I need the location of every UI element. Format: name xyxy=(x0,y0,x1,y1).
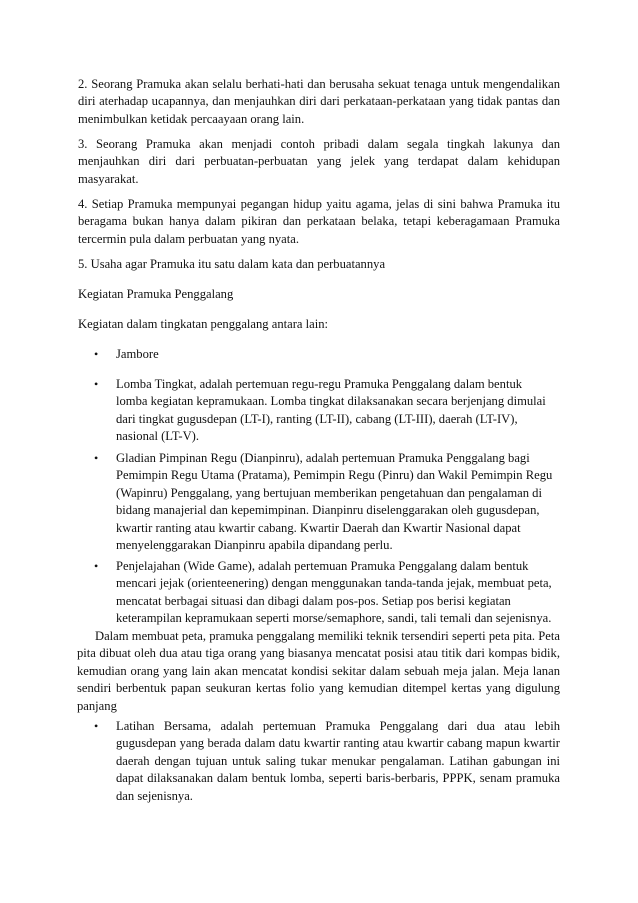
bullet-icon: • xyxy=(94,559,99,573)
bullet-icon: • xyxy=(94,719,99,733)
list-item-text: Jambore xyxy=(116,347,159,361)
list-item-text: Gladian Pimpinan Regu (Dianpinru), adalah pertemuan Pramuka Penggalang bagi Pemimpin Regu Utama (Pratama), Pemimpin Regu (Pinru) dan Wakil Pemimpin Regu (Wapinru) Penggalang, yang bertujuan memberikan pengetahuan dan pengalaman di bidang manajerial dan kepemimpinan. Dianpinru diselenggarakan oleh gugusdepan, kwartir ranting atau kwartir cabang. Kwartir Daerah dan Kwartir Nasional dapat menyelenggarakan Dianpinru apabila dipandang perlu. xyxy=(116,451,553,553)
bullet-icon: • xyxy=(94,347,99,361)
paragraph-peta-pita: Dalam membuat peta, pramuka penggalang memiliki teknik tersendiri seperti peta pita. Peta pita dibuat oleh dua atau tiga orang yang biasanya mencatat posisi atau titik dari kompas bidik, kemudian orang yang lain akan mencatat kondisi sekitar dalam sebuah meja jalan. Meja lanan sendiri berbentuk papan seukuran kertas folio yang kemudian ditempel kertas yang digulung panjang xyxy=(77,629,560,713)
bullet-icon: • xyxy=(94,377,99,391)
paragraph-point-2: 2. Seorang Pramuka akan selalu berhati-hati dan berusaha sekuat tenaga untuk mengendalikan diri aterhadap ucapannya, dan menjauhkan diri dari perkataan-perkataan yang tidak pantas dan menimbulkan ketidak percaayaan orang lain. xyxy=(78,77,560,126)
list-item-text: Penjelajahan (Wide Game), adalah pertemuan Pramuka Penggalang dalam bentuk mencari jejak (orienteenering) dengan menggunakan tanda-tanda jejak, membuat peta, mencatat berbagai situasi dan dibagi dalam pos-pos. Setiap pos berisi kegiatan keterampilan kepramukaan seperti morse/semaphore, sandi, tali temali dan sejenisnya. xyxy=(116,559,552,626)
list-item-text: Lomba Tingkat, adalah pertemuan regu-regu Pramuka Penggalang dalam bentuk lomba kegiatan kepramukaan. Lomba tingkat dilaksanakan secara berjenjang dimulai dari tingkat gugusdepan (LT-I), ranting (LT-II), cabang (LT-III), daerah (LT-IV), nasional (LT-V). xyxy=(116,377,546,444)
section-intro: Kegiatan dalam tingkatan penggalang antara lain: xyxy=(78,317,329,331)
list-item-text: Latihan Bersama, adalah pertemuan Pramuka Penggalang dari dua atau lebih gugusdepan yang berada dalam datu kwartir ranting atau kwartir cabang mapun kwartir daerah dengan tujuan untuk saling tukar menukar pengalaman. Latihan gabungan ini dapat dilaksanakan dalam bentuk lomba, seperti baris-berbaris, PPPK, senam pramuka dan sejenisnya. xyxy=(116,719,560,803)
paragraph-point-5: 5. Usaha agar Pramuka itu satu dalam kata dan perbuatannya xyxy=(78,257,386,271)
bullet-icon: • xyxy=(94,451,99,465)
paragraph-point-3: 3. Seorang Pramuka akan menjadi contoh pribadi dalam segala tingkah lakunya dan menjauhkan diri dari perbuatan-perbuatan yang jelek yang terdapat dalam kehidupan masyarakat. xyxy=(78,137,560,186)
section-heading: Kegiatan Pramuka Penggalang xyxy=(78,287,234,301)
paragraph-point-4: 4. Setiap Pramuka mempunyai pegangan hidup yaitu agama, jelas di sini bahwa Pramuka itu beragama bukan hanya dalam pikiran dan perkataan belaka, tetapi keberagamaan Pramuka tercermin pula dalam perbuatan yang nyata. xyxy=(78,197,560,246)
